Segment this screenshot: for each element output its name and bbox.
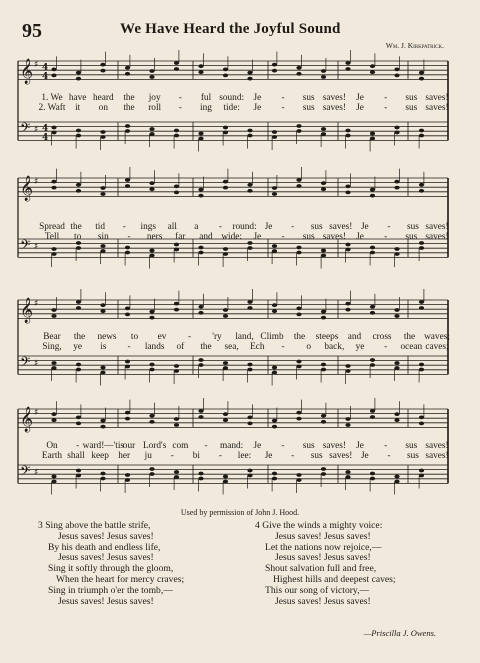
sharp-icon: ♯: [34, 60, 39, 70]
treble-clef-icon: 𝄞: [20, 298, 34, 323]
lyric-syllable: Spread: [39, 222, 65, 232]
lyric-syllable: the: [70, 222, 82, 232]
lyric-syllable: saves!: [322, 232, 346, 242]
lyric-syllable: tide:: [223, 103, 240, 113]
lyric-syllable: cross: [372, 332, 392, 342]
lyric-syllable: -: [178, 103, 182, 113]
lyric-syllable: sus: [405, 441, 418, 451]
lyric-syllable: ing: [200, 103, 212, 113]
lyric-syllable: sus: [405, 103, 418, 113]
lyric-syllable: -: [218, 222, 222, 232]
lyric-syllable: Climb: [260, 332, 284, 342]
hymn-title: We Have Heard the Joyful Sound: [120, 21, 341, 37]
permission-note: Used by permission of John J. Hood.: [180, 508, 300, 517]
lyric-syllable: of: [176, 342, 185, 352]
lyric-syllable: the: [200, 342, 212, 352]
lyric-syllable: ings: [140, 222, 156, 232]
lyric-syllable: sus: [310, 451, 323, 461]
lyric-syllable: the: [123, 93, 135, 103]
lyric-syllable: Je: [356, 441, 364, 451]
lyric-syllable: 2. Waft: [38, 103, 66, 113]
lyric-syllable: saves!: [425, 103, 449, 113]
lyric-syllable: round:: [232, 222, 257, 232]
lyric-syllable: sus: [406, 222, 419, 232]
stanza-line: This our song of victory,—: [265, 584, 370, 596]
stanza-4: [255, 521, 396, 607]
lyric-syllable: to: [130, 332, 139, 342]
lyricist-credit: —Priscilla J. Owens.: [363, 628, 436, 638]
lyric-syllable: ocean: [400, 342, 423, 352]
stanza-line: Jesus saves! Jesus saves!: [275, 530, 371, 542]
lyric-syllable: -: [384, 232, 388, 242]
lyric-syllable: -: [281, 103, 285, 113]
lyric-syllable: saves!: [425, 93, 449, 103]
lyric-syllable: saves!: [322, 93, 346, 103]
lyric-syllable: on: [98, 103, 108, 113]
lyric-syllable: bi: [192, 451, 200, 461]
lyric-syllable: -: [384, 103, 388, 113]
time-signature: 4: [42, 124, 49, 134]
lyric-syllable: Je: [264, 222, 273, 232]
sharp-icon: ♯: [34, 408, 39, 418]
stanza-line: Jesus saves! Jesus saves!: [58, 530, 154, 542]
lyric-syllable: Tell: [44, 232, 60, 242]
lyric-syllable: -: [127, 232, 131, 242]
lyric-syllable: -: [76, 441, 80, 451]
lyric-syllable: Je: [253, 232, 262, 242]
lyric-syllable: is: [100, 342, 107, 352]
lyric-syllable: -: [384, 342, 388, 352]
lyric-syllable: her: [118, 451, 131, 461]
lyric-syllable: land,: [235, 332, 254, 342]
lyric-syllable: and: [199, 232, 213, 242]
lyric-syllable: -: [187, 332, 192, 342]
stanza-line: 4 Give the winds a mighty voice:: [255, 520, 383, 531]
stanza-line: 3 Sing above the battle strife,: [38, 520, 151, 531]
lyric-syllable: steeps: [315, 332, 339, 342]
lyric-syllable: our: [122, 441, 136, 451]
lyric-syllable: -: [281, 441, 285, 451]
stanza-3: [38, 521, 184, 607]
lyric-syllable: wide:: [221, 232, 242, 242]
lyric-syllable: -: [384, 93, 388, 103]
lyric-syllable: -: [387, 451, 391, 461]
lyric-syllable: Je: [253, 93, 262, 103]
lyric-syllable: -: [218, 451, 222, 461]
lyric-syllable: caves;: [425, 342, 449, 352]
lyric-syllable: it: [75, 103, 81, 113]
lyric-syllable: a: [194, 222, 199, 232]
time-signature: 4: [42, 133, 49, 143]
lyric-syllable: 1. We: [41, 93, 63, 103]
lyric-syllable: -: [127, 342, 131, 352]
lyric-syllable: Je: [264, 451, 273, 461]
lyric-syllable: roll: [148, 103, 162, 113]
hymn-number: 95: [22, 20, 42, 42]
lyric-syllable: the: [403, 332, 416, 342]
stanza-line: Shout salvation full and free,: [265, 563, 377, 575]
stanza-line: Highest hills and deepest caves;: [273, 573, 396, 585]
sharp-icon: ♯: [34, 468, 39, 478]
treble-clef-icon: 𝄞: [20, 59, 34, 84]
lyric-syllable: saves!: [425, 222, 449, 232]
lyric-syllable: saves!: [322, 441, 346, 451]
lyric-syllable: -: [170, 451, 174, 461]
lyric-syllable: ye: [355, 342, 365, 352]
lyric-syllable: sus: [302, 103, 315, 113]
lyric-syllable: saves!: [322, 103, 346, 113]
lyric-syllable: and: [347, 332, 362, 342]
lyric-syllable: the: [123, 103, 135, 113]
stanza-line: Sing it softly through the gloom,: [48, 563, 174, 575]
lyric-syllable: -: [122, 222, 126, 232]
lyric-syllable: saves!: [425, 451, 449, 461]
lyric-syllable: Sing,: [42, 342, 62, 352]
time-signature: 4: [42, 72, 49, 82]
lyric-syllable: ye: [73, 342, 83, 352]
lyric-syllable: sus: [405, 232, 418, 242]
lyric-syllable: ward!—'tis: [82, 441, 125, 451]
lyric-syllable: -: [384, 441, 388, 451]
stanza-line: Sing in triumph o'er the tomb,—: [48, 584, 173, 596]
lyric-syllable: -: [291, 222, 295, 232]
lyric-syllable: -: [204, 441, 208, 451]
lyric-syllable: Ech: [250, 342, 265, 352]
lyric-syllable: -: [291, 451, 295, 461]
lyric-syllable: lands: [144, 342, 165, 352]
bass-clef-icon: 𝄢: [20, 120, 31, 139]
lyric-syllable: sus: [310, 222, 323, 232]
lyric-syllable: the: [293, 332, 306, 342]
lyric-syllable: sus: [302, 441, 315, 451]
lyric-syllable: lee:: [237, 451, 252, 461]
lyric-syllable: Je: [356, 232, 364, 242]
lyric-syllable: Je: [360, 222, 369, 232]
bass-clef-icon: 𝄢: [20, 463, 31, 482]
lyric-syllable: sin: [97, 232, 109, 242]
lyric-syllable: saves!: [329, 222, 353, 232]
lyric-syllable: ju: [144, 451, 152, 461]
lyric-syllable: news: [97, 332, 117, 342]
sharp-icon: ♯: [34, 125, 39, 135]
lyric-syllable: Lord's: [142, 441, 167, 451]
lyric-syllable: Earth: [41, 451, 63, 461]
lyric-syllable: o: [306, 342, 311, 352]
lyric-syllable: mand:: [220, 441, 244, 451]
lyric-syllable: far: [175, 232, 186, 242]
stanza-line: Jesus saves! Jesus saves!: [275, 552, 371, 564]
lyric-syllable: sea,: [224, 342, 239, 352]
lyric-syllable: sound:: [219, 93, 245, 103]
stanza-line: Jesus saves! Jesus saves!: [275, 595, 371, 607]
lyric-syllable: have: [68, 93, 87, 103]
stanza-line: When the heart for mercy craves;: [56, 573, 185, 585]
stanza-line: Jesus saves! Jesus saves!: [58, 595, 154, 607]
lyric-syllable: com: [172, 441, 189, 451]
lyric-syllable: Je: [360, 451, 369, 461]
lyric-syllable: Bear: [43, 332, 61, 342]
lyric-syllable: shall: [67, 451, 85, 461]
lyric-syllable: ev: [157, 332, 167, 342]
lyric-syllable: saves!: [329, 451, 353, 461]
lyric-syllable: -: [281, 93, 285, 103]
sharp-icon: ♯: [34, 242, 39, 252]
stanza-line: By his death and endless life,: [48, 541, 161, 553]
lyric-syllable: all: [167, 222, 177, 232]
lyric-syllable: On: [46, 441, 58, 451]
lyric-syllable: sus: [302, 93, 315, 103]
time-signature: 4: [42, 63, 49, 73]
lyric-syllable: -: [281, 232, 285, 242]
lyric-syllable: saves!: [425, 232, 449, 242]
lyric-syllable: -: [178, 93, 182, 103]
lyric-syllable: 'ry: [212, 332, 222, 342]
sharp-icon: ♯: [34, 299, 39, 309]
lyric-syllable: -: [281, 342, 285, 352]
lyric-syllable: sus: [302, 232, 315, 242]
lyric-syllable: keep: [91, 451, 109, 461]
lyric-syllable: tid: [95, 222, 106, 232]
lyric-syllable: Je: [253, 103, 262, 113]
lyric-syllable: to: [74, 232, 82, 242]
lyric-syllable: heard: [93, 93, 114, 103]
lyric-syllable: ful: [200, 93, 212, 103]
lyric-syllable: ners: [146, 232, 163, 242]
lyric-syllable: waves;: [424, 332, 450, 342]
lyric-syllable: Je: [253, 441, 262, 451]
composer-credit: Wm. J. Kirkpatrick.: [385, 41, 444, 50]
lyric-syllable: saves!: [425, 441, 449, 451]
bass-clef-icon: 𝄢: [20, 237, 31, 256]
lyric-syllable: joy: [148, 93, 161, 103]
sharp-icon: ♯: [34, 177, 39, 187]
treble-clef-icon: 𝄞: [20, 407, 34, 432]
stanza-line: Let the nations now rejoice,—: [265, 541, 382, 553]
bass-clef-icon: 𝄢: [20, 354, 31, 373]
treble-clef-icon: 𝄞: [20, 176, 34, 201]
lyric-syllable: Je: [356, 93, 364, 103]
stanza-line: Jesus saves! Jesus saves!: [58, 552, 154, 564]
sharp-icon: ♯: [34, 359, 39, 369]
lyric-syllable: the: [73, 332, 86, 342]
lyric-syllable: Je: [356, 103, 364, 113]
lyric-syllable: sus: [405, 93, 418, 103]
lyric-syllable: -: [387, 222, 391, 232]
lyric-syllable: back,: [324, 342, 345, 352]
lyric-syllable: sus: [406, 451, 419, 461]
